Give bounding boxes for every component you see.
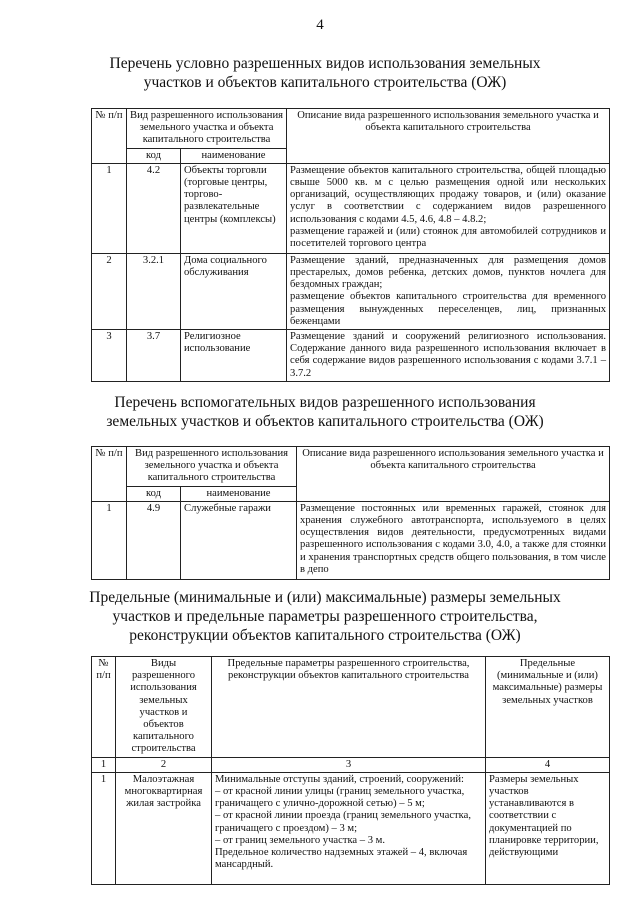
- table-row: [92, 253, 610, 329]
- params-line: Минимальные отступы зданий, строений, сооружений:: [215, 773, 464, 785]
- row-num: 3: [92, 330, 127, 382]
- table-row: [92, 501, 610, 579]
- params-line: – от границ земельного участка – 3 м.: [215, 834, 386, 846]
- row-name: Дома социального обслуживания: [181, 253, 287, 329]
- header-num: № п/п: [92, 109, 127, 164]
- header-desc: Описание вида разрешенного использования земельного участка и объекта капитального строительства: [297, 447, 610, 502]
- header-sizes: Предельные (минимальные и (или) максимальные) размеры земельных участков: [486, 657, 610, 758]
- row-code: 3.2.1: [127, 253, 181, 329]
- header-code: код: [127, 148, 181, 163]
- desc-paragraph: Размещение объектов капитального строительства, общей площадью свыше 5000 кв. м с целью размещения одной или нескольких организаций, осуществляющих продажу товаров, и (или) оказание услуг в соответствии с содержанием видов разрешенного использования с кодами 4.5, 4.6, 4.8 – 4.8.2;: [290, 164, 607, 225]
- conditional-uses-table: [91, 108, 610, 382]
- row-num: 1: [92, 501, 127, 579]
- params-line: Предельное количество надземных этажей – 4, включая мансардный.: [215, 847, 468, 871]
- row-name: Объекты торговли (торговые центры, торгово-развлекательные центры (комплексы): [181, 163, 287, 253]
- row-num: 1: [92, 163, 127, 253]
- row-name: Религиозное использование: [181, 330, 287, 382]
- header-params: Предельные параметры разрешенного строительства, реконструкции объектов капитального строительства: [212, 657, 486, 758]
- desc-paragraph: размещение гаражей и (или) стоянок для автомобилей сотрудников и посетителей торгового центра: [290, 225, 607, 250]
- row-sizes: Размеры земельных участков устанавливаются в соответствии с документацией по планировке территории, действующими: [486, 772, 610, 884]
- row-code: 4.9: [127, 501, 181, 579]
- desc-paragraph: Размещение зданий и сооружений религиозного использования. Содержание данного вида разрешенного использования включает в себя содержание видов разрешенного использования с кодами 3.7.1 – 3.7.2: [290, 331, 607, 379]
- header-name: наименование: [181, 486, 297, 501]
- row-params: [212, 772, 486, 884]
- header-code: код: [127, 486, 181, 501]
- col-number: 1: [92, 757, 116, 772]
- row-desc: [287, 253, 610, 329]
- row-desc: [297, 501, 610, 579]
- row-num: 2: [92, 253, 127, 329]
- header-kind: Вид разрешенного использования земельного участка и объекта капитального строительства: [127, 447, 297, 487]
- limits-table: [91, 656, 610, 885]
- header-num: № п/п: [92, 447, 127, 502]
- header-num: № п/п: [92, 657, 116, 758]
- header-name: наименование: [181, 148, 287, 163]
- section2-title: Перечень вспомогательных видов разрешенного использования земельных участков и объектов капитального строительства (ОЖ): [106, 394, 544, 430]
- row-name: Служебные гаражи: [181, 501, 297, 579]
- table-row: [92, 330, 610, 382]
- header-desc: Описание вида разрешенного использования земельного участка и объекта капитального строительства: [287, 109, 610, 164]
- page-number: 4: [316, 17, 324, 33]
- params-line: – от красной линии улицы (границ земельного участка, граничащего с улично-дорожной сетью) – 5 м;: [215, 786, 465, 810]
- header-kind: Виды разрешенного использования земельных участков и объектов капитального строительства: [116, 657, 212, 758]
- col-number: 4: [486, 757, 610, 772]
- row-desc: [287, 163, 610, 253]
- header-kind: Вид разрешенного использования земельного участка и объекта капитального строительства: [127, 109, 287, 149]
- row-code: 4.2: [127, 163, 181, 253]
- desc-paragraph: Размещение постоянных или временных гаражей, стоянок для хранения служебного автотранспорта, используемого в целях осуществления видов деятельности, предусмотренных видами разрешенного использования с кодами 3.0, 4.0, а также для стоянки и хранения транспортных средств общего пользования, в том числе в депо: [300, 502, 607, 575]
- section1-title: Перечень условно разрешенных видов использования земельных участков и объектов капитального строительства (ОЖ): [109, 55, 541, 91]
- desc-paragraph: Размещение зданий, предназначенных для размещения домов престарелых, домов ребенка, детских домов, пунктов ночлега для бездомных граждан;: [290, 254, 607, 291]
- table-row: [92, 163, 610, 253]
- row-kind: Малоэтажная многоквартирная жилая застройка: [116, 772, 212, 884]
- params-line: – от красной линии проезда (границ земельного участка, граничащего с проездом) – 3 м;: [215, 810, 472, 834]
- desc-paragraph: размещение объектов капитального строительства для временного размещения вынужденных переселенцев, лиц, признанных беженцами: [290, 291, 607, 327]
- row-code: 3.7: [127, 330, 181, 382]
- col-number: 3: [212, 757, 486, 772]
- section3-title: Предельные (минимальные и (или) максимальные) размеры земельных участков и предельные параметры разрешенного строительства, реконструкции объектов капитального строительства (ОЖ): [89, 589, 561, 644]
- row-num: 1: [92, 772, 116, 884]
- col-number: 2: [116, 757, 212, 772]
- table-row: [92, 772, 610, 884]
- row-desc: [287, 330, 610, 382]
- auxiliary-uses-table: [91, 446, 610, 580]
